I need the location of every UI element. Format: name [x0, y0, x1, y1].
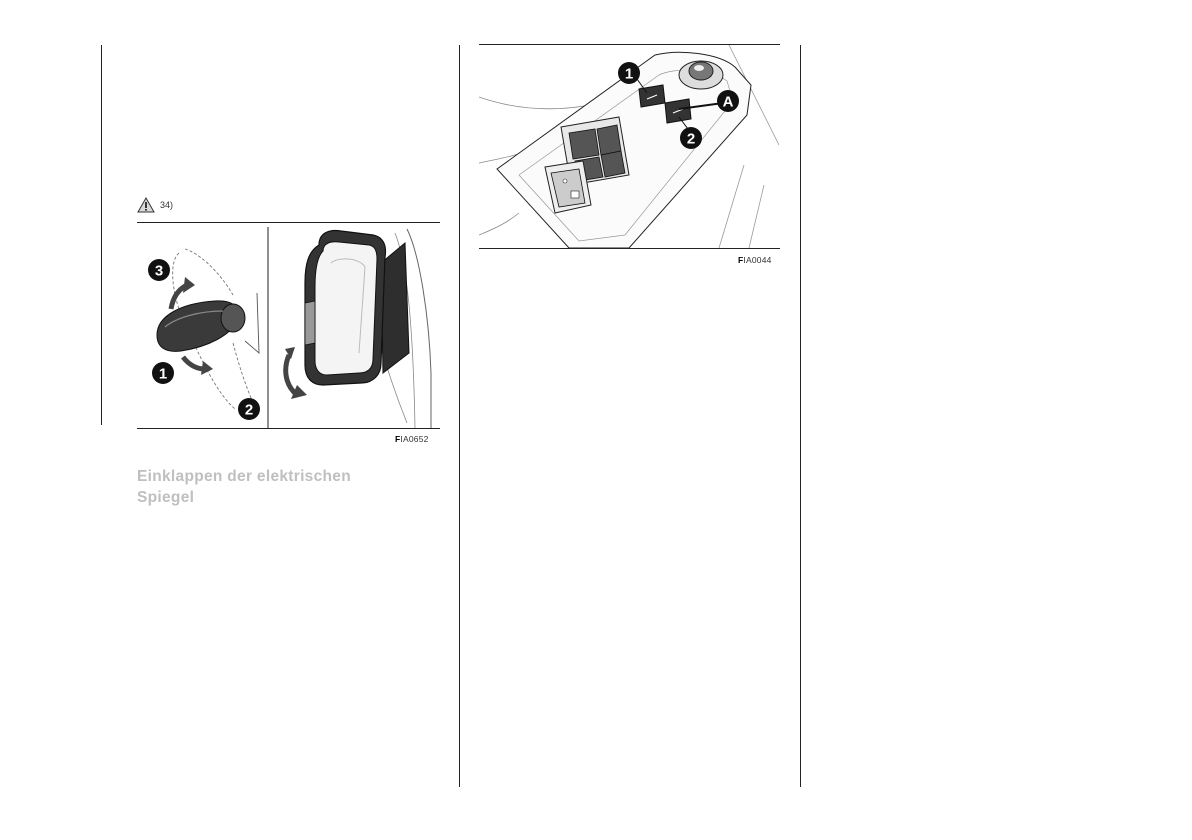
figure-left-bottom-rule [137, 428, 440, 429]
warning-note [137, 197, 173, 213]
heading-line-2: Spiegel [137, 489, 195, 506]
svg-text:2: 2 [244, 401, 254, 419]
svg-text:3: 3 [154, 262, 164, 280]
column-rule-left [101, 45, 102, 425]
callout-1 [618, 62, 640, 84]
column-rule-right [800, 45, 801, 787]
svg-text:2: 2 [686, 130, 696, 148]
warning-ref-number: 34) [160, 200, 174, 210]
callout-3 [148, 259, 170, 281]
figure-left-code: FIA0652 [395, 434, 429, 444]
callout-1 [152, 362, 174, 384]
column-rule-middle [459, 45, 460, 787]
section-heading [137, 466, 437, 508]
svg-text:1: 1 [158, 365, 168, 383]
callout-2 [680, 127, 702, 149]
warning-triangle-icon [137, 197, 155, 213]
callout-2 [238, 398, 260, 420]
svg-text:A: A [722, 93, 734, 111]
heading-line-1: Einklappen der elektrischen [137, 468, 351, 485]
svg-text:1: 1 [624, 65, 634, 83]
mirror-fold-illustration [137, 223, 440, 428]
figure-right-code: FIA0044 [738, 255, 772, 265]
figure-right-bottom-rule [479, 248, 780, 249]
door-switch-panel-illustration [479, 45, 780, 248]
callout-A [717, 90, 739, 112]
